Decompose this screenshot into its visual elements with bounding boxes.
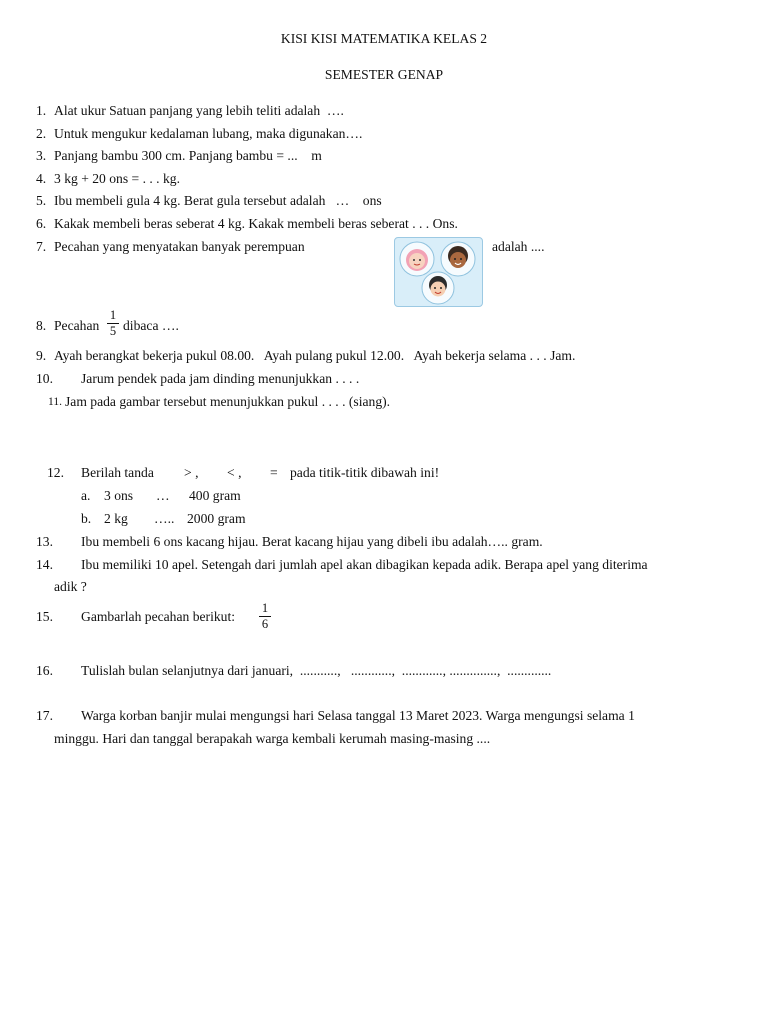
question-16-number: 16.	[36, 663, 53, 678]
question-6-text: Kakak membeli beras seberat 4 kg. Kakak membeli beras seberat . . . Ons.	[54, 216, 458, 231]
question-12a-left: 3 ons	[104, 488, 134, 503]
question-12-symbol-less: < ,	[227, 465, 242, 480]
question-12b-dots: …..	[154, 511, 175, 526]
question-1-text: Alat ukur Satuan panjang yang lebih teliti adalah ….	[54, 103, 344, 118]
children-faces-icon	[395, 238, 482, 306]
question-11-text: Jam pada gambar tersebut menunjukkan pukul . . . . (siang).	[65, 394, 391, 409]
question-12a-right: 400 gram	[189, 488, 241, 503]
question-12a-label: a.	[81, 488, 91, 503]
question-12-symbol-greater: > ,	[184, 465, 199, 480]
question-3-number: 3.	[36, 148, 47, 163]
question-12b-right: 2000 gram	[187, 511, 246, 526]
question-9-text: Ayah berangkat bekerja pukul 08.00. Ayah pulang pukul 12.00. Ayah bekerja selama . . . Jam.	[54, 348, 576, 363]
question-12b-label: b.	[81, 511, 92, 526]
question-17-number: 17.	[36, 708, 53, 723]
question-6-number: 6.	[36, 216, 47, 231]
question-12b-left: 2 kg	[104, 511, 128, 526]
question-12-symbol-equal: =	[270, 465, 278, 480]
question-10-text: Jarum pendek pada jam dinding menunjukkan . . . .	[81, 371, 360, 386]
question-7-text: Pecahan yang menyatakan banyak perempuan	[54, 239, 305, 254]
question-11-number: 11.	[48, 396, 62, 408]
question-15-number: 15.	[36, 609, 53, 624]
question-12a-dots: …	[156, 488, 170, 503]
question-9-number: 9.	[36, 348, 47, 363]
question-4-number: 4.	[36, 171, 47, 186]
question-17-line2: minggu. Hari dan tanggal berapakah warga kembali kerumah masing-masing ....	[54, 731, 491, 746]
question-14-line1: Ibu memiliki 10 apel. Setengah dari jumlah apel akan dibagikan kepada adik. Berapa apel yang diterima	[81, 557, 648, 572]
fraction-numerator: 1	[109, 308, 117, 322]
question-16-text: Tulislah bulan selanjutnya dari januari, ..........., ............, ............, .............., .............	[81, 663, 552, 678]
question-2-text: Untuk mengukur kedalaman lubang, maka digunakan….	[54, 126, 363, 141]
question-7-number: 7.	[36, 239, 47, 254]
question-8-number: 8.	[36, 318, 47, 333]
question-13-text: Ibu membeli 6 ons kacang hijau. Berat kacang hijau yang dibeli ibu adalah….. gram.	[81, 534, 543, 549]
question-3-text: Panjang bambu 300 cm. Panjang bambu = ... m	[54, 148, 322, 163]
question-1-number: 1.	[36, 103, 47, 118]
question-5-text: Ibu membeli gula 4 kg. Berat gula tersebut adalah … ons	[54, 193, 382, 208]
children-illustration	[394, 237, 483, 307]
question-8-text-before: Pecahan	[54, 318, 100, 333]
question-15-text: Gambarlah pecahan berikut:	[81, 609, 235, 624]
question-5-number: 5.	[36, 193, 47, 208]
document-title: KISI KISI MATEMATIKA KELAS 2	[280, 31, 488, 46]
question-10-number: 10.	[36, 371, 53, 386]
question-14-line2: adik ?	[54, 579, 87, 594]
question-12-text: Berilah tanda	[81, 465, 154, 480]
question-12-number: 12.	[47, 465, 64, 480]
fraction-one-fifth	[106, 309, 120, 338]
question-14-number: 14.	[36, 557, 53, 572]
fraction-denominator: 5	[109, 324, 117, 338]
fraction-denominator: 6	[261, 617, 269, 631]
question-2-number: 2.	[36, 126, 47, 141]
question-8-text-after: dibaca ….	[123, 318, 179, 333]
question-7-tail: adalah ....	[492, 239, 545, 254]
document-subtitle: SEMESTER GENAP	[324, 67, 444, 82]
question-4-text: 3 kg + 20 ons = . . . kg.	[54, 171, 180, 186]
fraction-one-sixth	[258, 602, 272, 631]
question-17-line1: Warga korban banjir mulai mengungsi hari Selasa tanggal 13 Maret 2023. Warga mengungsi selama 1	[81, 708, 635, 723]
fraction-numerator: 1	[261, 601, 269, 615]
question-13-number: 13.	[36, 534, 53, 549]
question-12-tail: pada titik-titik dibawah ini!	[290, 465, 440, 480]
